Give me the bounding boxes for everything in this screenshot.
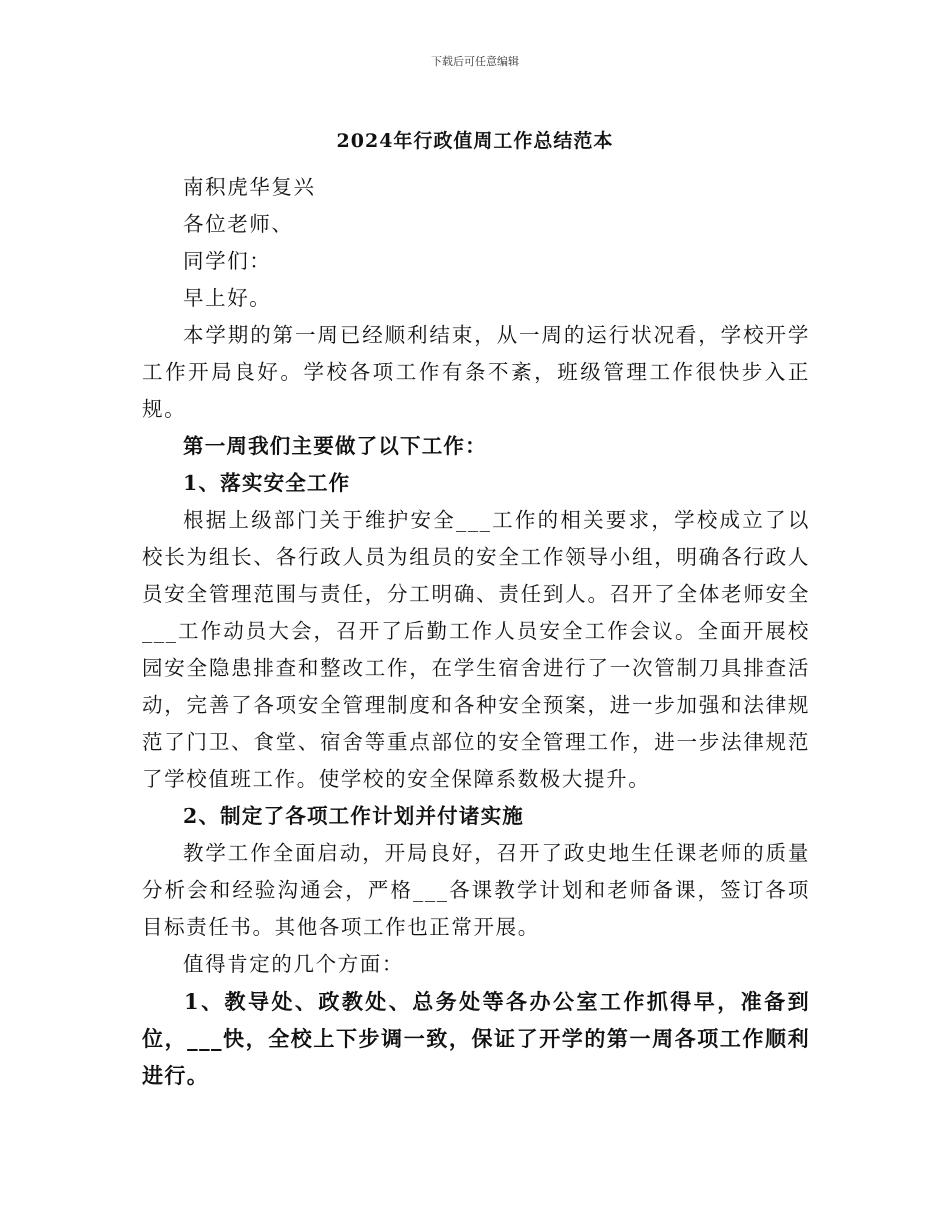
section-paragraph: 教学工作全面启动，开局良好，召开了政史地生任课老师的质量分析会和经验沟通会，严格___各课教学计划和老师备课，签订各项目标责任书。其他各项工作也正常开展。 <box>142 841 810 939</box>
document-body <box>142 169 810 1094</box>
greeting-line: 早上好。 <box>183 286 272 310</box>
section-paragraph: 根据上级部门关于维护安全___工作的相关要求，学校成立了以校长为组长、各行政人员为组员的安全工作领导小组，明确各行政人员安全管理范围与责任，分工明确、责任到人。召开了全体老师安全___工作动员大会，召开了后勤工作人员安全工作会议。全面开展校园安全隐患排查和整改工作，在学生宿舍进行了一次管制刀具排查活动，完善了各项安全管理制度和各种安全预案，进一步加强和法律规范了门卫、食堂、宿舍等重点部位的安全管理工作，进一步法律规范了学校值班工作。使学校的安全保障系数极大提升。 <box>142 508 810 791</box>
document-title: 2024年行政值周工作总结范本 <box>336 130 614 152</box>
salutation-line: 各位老师、 <box>183 212 294 236</box>
summary-heading: 第一周我们主要做了以下工作： <box>183 434 487 458</box>
salutation-line: 同学们： <box>183 249 272 273</box>
page-header-note: 下载后可任意编辑 <box>431 55 519 68</box>
intro-paragraph: 本学期的第一周已经顺利结束，从一周的运行状况看，学校开学工作开局良好。学校各项工作有条不紊，班级管理工作很快步入正规。 <box>142 323 810 421</box>
section-heading: 2、制定了各项工作计划并付诸实施 <box>183 804 524 828</box>
positive-item: 1、教导处、政教处、总务处等各办公室工作抓得早，准备到位，___快，全校上下步调一致，保证了开学的第一周各项工作顺利进行。 <box>142 989 810 1088</box>
section-heading: 1、落实安全工作 <box>183 471 351 495</box>
salutation-line: 南积虎华复兴 <box>183 175 316 199</box>
positives-intro: 值得肯定的几个方面： <box>183 952 404 976</box>
